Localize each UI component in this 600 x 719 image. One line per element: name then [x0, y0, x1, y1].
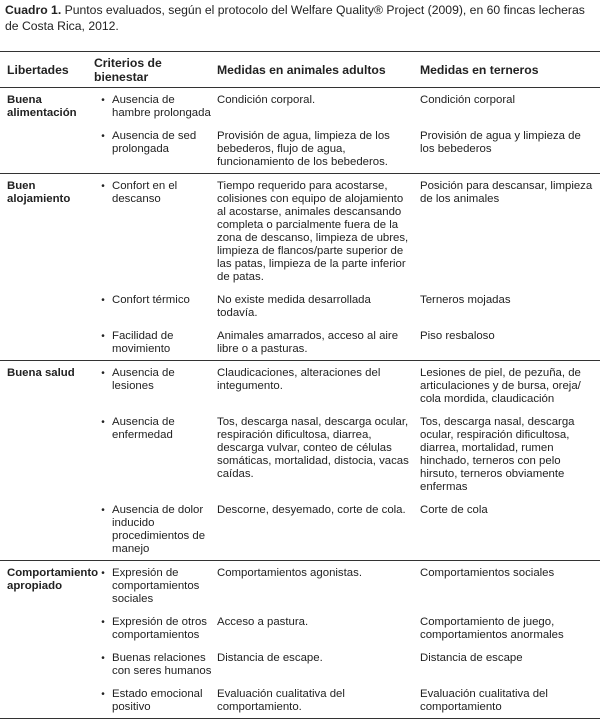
terneros-cell: Piso resbaloso: [420, 330, 495, 342]
criterio-cell: Facilidad de movimiento: [112, 330, 174, 355]
adultos-cell: Condición corporal.: [217, 94, 316, 106]
criterio-cell: Expresión de otros comportamientos: [112, 616, 207, 641]
terneros-cell: Lesiones de piel, de pezuña, de articulaciones y de bursa, oreja/ cola mordida, claudicación: [420, 367, 581, 405]
criterio-cell: Ausencia de dolor inducido procedimientos de manejo: [112, 504, 206, 555]
terneros-cell: Corte de cola: [420, 504, 488, 516]
criterio-cell: Confort térmico: [112, 294, 190, 306]
terneros-cell: Condición corporal: [420, 94, 515, 106]
adultos-cell: Evaluación cualitativa del comportamiento.: [217, 688, 345, 713]
criterio-cell: Buenas relaciones con seres humanos: [112, 652, 212, 677]
bullet: •: [101, 131, 105, 142]
adultos-cell: Provisión de agua, limpieza de los bebederos, flujo de agua, funcionamiento de los bebederos.: [217, 130, 390, 168]
adultos-cell: Distancia de escape.: [217, 652, 323, 664]
table-row: [0, 361, 600, 411]
adultos-cell: Comportamientos agonistas.: [217, 567, 362, 579]
libertad-cell: Buena alimentación: [7, 94, 77, 119]
terneros-cell: Terneros mojadas: [420, 294, 511, 306]
criterio-cell: Ausencia de hambre prolongada: [112, 94, 211, 119]
terneros-cell: Provisión de agua y limpieza de los bebederos: [420, 130, 581, 155]
header-terneros: Medidas en terneros: [420, 62, 539, 77]
caption-label: Cuadro 1.: [5, 3, 62, 17]
adultos-cell: Animales amarrados, acceso al aire libre o a pasturas.: [217, 330, 399, 355]
terneros-cell: Posición para descansar, limpieza de los animales: [420, 180, 593, 205]
bullet: •: [101, 181, 105, 192]
terneros-cell: Evaluación cualitativa del comportamiento: [420, 688, 548, 713]
bullet: •: [101, 617, 105, 628]
bullet: •: [101, 689, 105, 700]
criterio-cell: Estado emocional positivo: [112, 688, 203, 713]
terneros-cell: Distancia de escape: [420, 652, 523, 664]
bullet: •: [101, 653, 105, 664]
bullet: •: [101, 368, 105, 379]
criterio-cell: Ausencia de lesiones: [112, 367, 175, 392]
bullet: •: [101, 568, 105, 579]
bullet: •: [101, 295, 105, 306]
criterio-cell: Ausencia de sed prolongada: [112, 130, 197, 155]
adultos-cell: No existe medida desarrollada todavía.: [217, 294, 371, 319]
adultos-cell: Tos, descarga nasal, descarga ocular, respiración dificultosa, diarrea, descarga vulvar, conteo de células somáticas, mortalidad, distocia, vacas caídas.: [217, 416, 409, 480]
table-caption: [5, 2, 595, 34]
welfare-table: [0, 51, 600, 719]
criterio-cell: Confort en el descanso: [112, 180, 178, 205]
terneros-cell: Tos, descarga nasal, descarga ocular, respiración dificultosa, diarrea, mortalidad, rumen hinchado, terneros con pelo hirsuto, terneros obviamente enfermas: [420, 416, 575, 493]
table-row: [0, 561, 600, 611]
libertad-cell: Buena salud: [7, 367, 75, 379]
header-adultos: Medidas en animales adultos: [217, 62, 386, 77]
terneros-cell: Comportamientos sociales: [420, 567, 555, 579]
bullet: •: [101, 331, 105, 342]
criterio-cell: Ausencia de enfermedad: [112, 416, 175, 441]
libertad-cell: Comportamiento apropiado: [7, 567, 99, 592]
adultos-cell: Descorne, desyemado, corte de cola.: [217, 504, 406, 516]
header-libertades: Libertades: [7, 62, 69, 77]
bullet: •: [101, 505, 105, 516]
header-row: [0, 52, 600, 88]
libertad-cell: Buen alojamiento: [7, 180, 71, 205]
table-row: [0, 174, 600, 289]
header-criterios: Criterios de bienestar: [94, 55, 162, 84]
caption-text: Puntos evaluados, según el protocolo del Welfare Quality® Project (2009), en 60 fincas lecheras de Costa Rica, 2012.: [5, 3, 585, 33]
bullet: •: [101, 417, 105, 428]
table-body: [0, 88, 600, 719]
adultos-cell: Claudicaciones, alteraciones del integumento.: [217, 367, 381, 392]
terneros-cell: Comportamiento de juego, comportamientos anormales: [420, 616, 564, 641]
adultos-cell: Tiempo requerido para acostarse, colisiones con equipo de alojamiento al acostarse, animales descansando completa o parcialmente fuera de la zona de descanso, limpieza de ubres, limpieza de flancos/parte superior de las patas, limpieza de la parte inferior de patas.: [217, 180, 409, 283]
adultos-cell: Acceso a pastura.: [217, 616, 309, 628]
bullet: •: [101, 95, 105, 106]
criterio-cell: Expresión de comportamientos sociales: [112, 567, 200, 605]
table-row: [0, 88, 600, 125]
